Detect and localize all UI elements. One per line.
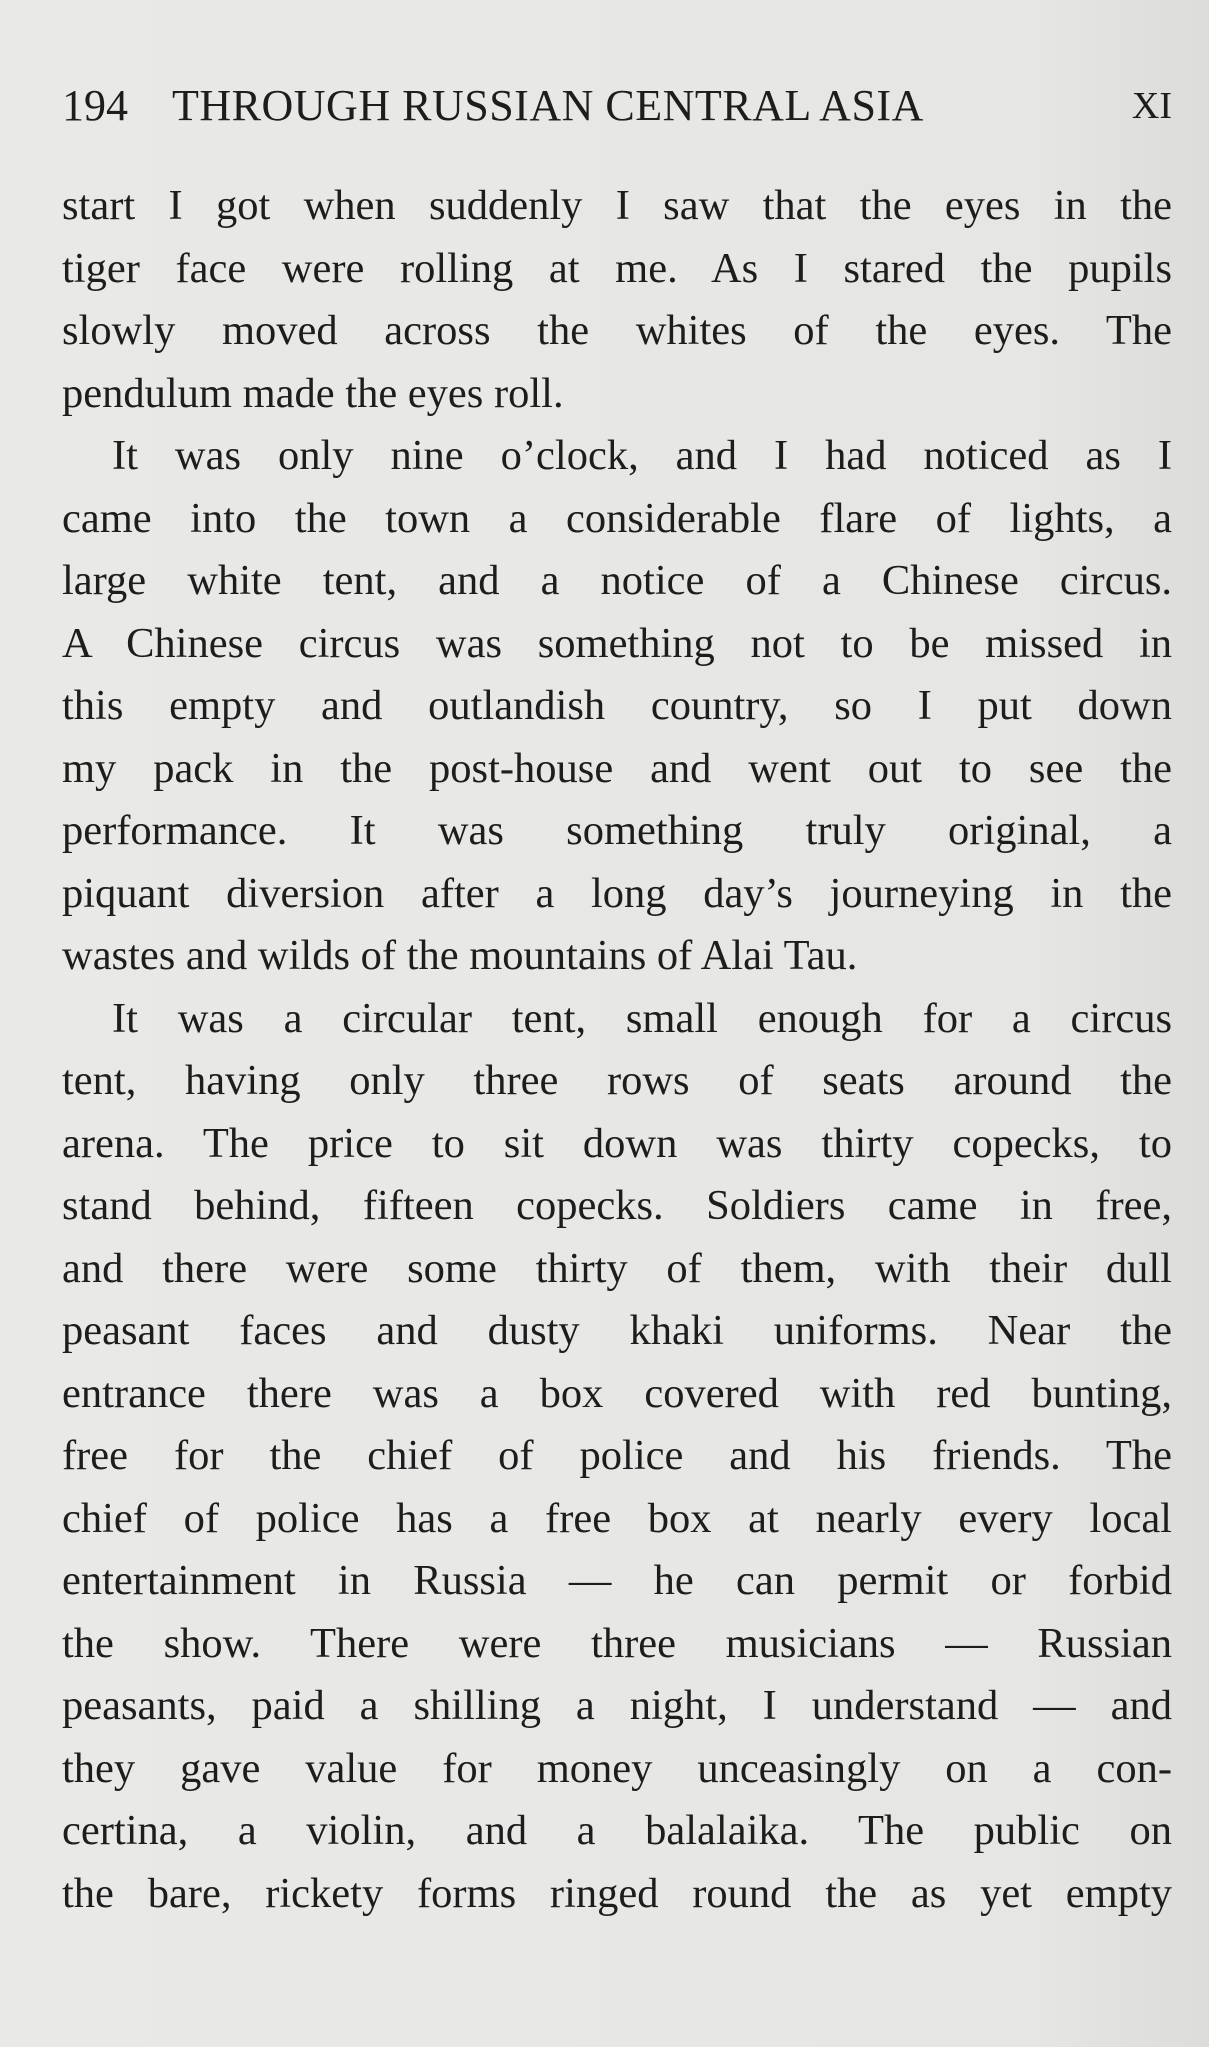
text-line: and there were some thirty of them, with their dull bbox=[62, 1244, 1172, 1292]
text-line: tiger face were rolling at me. As I stared the pupils bbox=[62, 244, 1172, 292]
text-line: the show. There were three musicians — Russian bbox=[62, 1619, 1172, 1667]
text-line: stand behind, fifteen copecks. Soldiers came in free, bbox=[62, 1182, 1172, 1229]
running-head bbox=[62, 76, 1172, 136]
text-line: It was only nine o’clock, and I had noticed as I bbox=[112, 432, 1172, 479]
text-line: large white tent, and a notice of a Chinese circus. bbox=[62, 557, 1172, 604]
body-text bbox=[62, 175, 1172, 1925]
text-line: came into the town a considerable flare of lights, a bbox=[62, 494, 1172, 542]
text-line: It was a circular tent, small enough for a circus bbox=[112, 994, 1172, 1042]
text-line: piquant diversion after a long day’s journeying in the bbox=[62, 869, 1172, 917]
text-line: tent, having only three rows of seats around the bbox=[62, 1057, 1172, 1104]
text-line: wastes and wilds of the mountains of Alai Tau. bbox=[62, 932, 858, 979]
text-line: entrance there was a box covered with red bunting, bbox=[62, 1369, 1172, 1417]
text-line: A Chinese circus was something not to be missed in bbox=[62, 619, 1172, 667]
text-line: peasant faces and dusty khaki uniforms. Near the bbox=[62, 1307, 1172, 1354]
text-line: performance. It was something truly original, a bbox=[62, 807, 1172, 854]
text-line: certina, a violin, and a balalaika. The public on bbox=[62, 1807, 1172, 1854]
text-line: my pack in the post-house and went out to see the bbox=[62, 744, 1172, 792]
text-line: entertainment in Russia — he can permit or forbid bbox=[62, 1557, 1172, 1604]
text-line: slowly moved across the whites of the eyes. The bbox=[62, 307, 1172, 354]
text-line: free for the chief of police and his friends. The bbox=[62, 1432, 1172, 1479]
text-line: they gave value for money unceasingly on a con- bbox=[62, 1744, 1172, 1792]
running-title: THROUGH RUSSIAN CENTRAL ASIA bbox=[172, 81, 924, 130]
text-line: this empty and outlandish country, so I put down bbox=[62, 682, 1172, 729]
text-line: chief of police has a free box at nearly every local bbox=[62, 1494, 1172, 1542]
page-number: 194 bbox=[62, 81, 128, 130]
text-line: the bare, rickety forms ringed round the as yet empty bbox=[62, 1869, 1172, 1917]
text-line: peasants, paid a shilling a night, I understand — and bbox=[62, 1682, 1172, 1729]
text-line: arena. The price to sit down was thirty copecks, to bbox=[62, 1119, 1172, 1167]
chapter-number: XI bbox=[1131, 85, 1172, 127]
text-line: pendulum made the eyes roll. bbox=[62, 369, 564, 417]
text-line: start I got when suddenly I saw that the eyes in the bbox=[62, 182, 1172, 229]
